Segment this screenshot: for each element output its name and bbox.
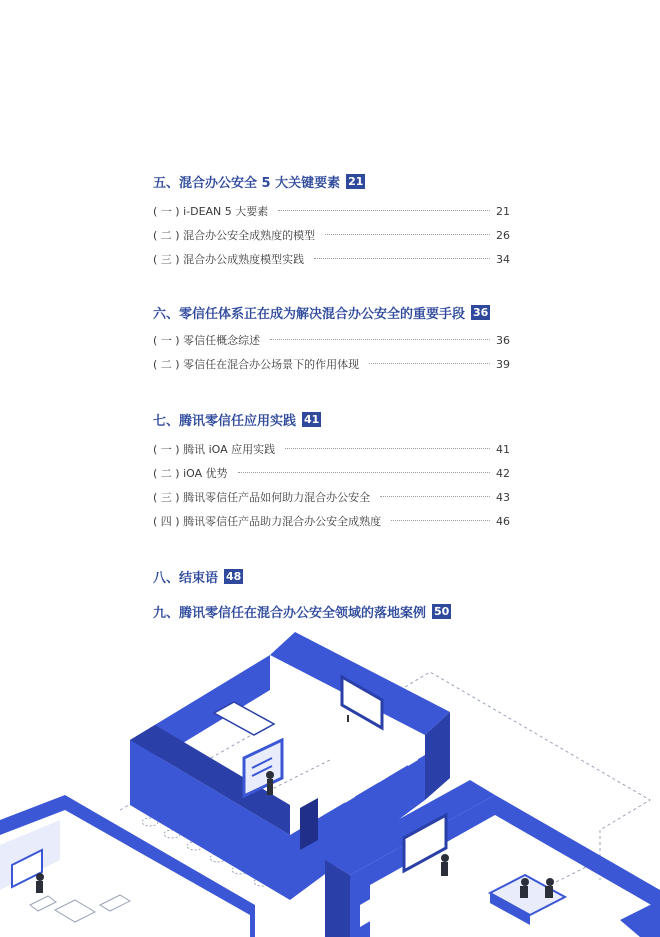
- entry-label: ( 四 ) 腾讯零信任产品助力混合办公安全成熟度: [153, 515, 382, 528]
- section-title-text: 九、腾讯零信任在混合办公安全领域的落地案例: [153, 606, 427, 621]
- section-title-text: 五、混合办公安全 5 大关键要素: [153, 176, 341, 191]
- dot-leader: [278, 210, 490, 211]
- dot-leader: [369, 363, 490, 364]
- entry-label: ( 二 ) iOA 优势: [153, 467, 228, 480]
- entry-page-number: 36: [496, 333, 510, 347]
- toc-entry[interactable]: [153, 489, 510, 505]
- entry-page-number: 41: [496, 442, 510, 456]
- dot-leader: [314, 258, 490, 259]
- isometric-office-illustration-icon: [0, 628, 660, 937]
- toc-entry[interactable]: [153, 227, 510, 243]
- toc-section-6[interactable]: [153, 303, 490, 322]
- entry-label: ( 一 ) 零信任概念综述: [153, 334, 261, 347]
- section-title-text: 八、结束语: [153, 571, 219, 586]
- entry-page-number: 43: [496, 490, 510, 504]
- toc-entry[interactable]: [153, 203, 510, 219]
- entry-page-number: 46: [496, 514, 510, 528]
- dot-leader: [325, 234, 490, 235]
- entry-label: ( 三 ) 腾讯零信任产品如何助力混合办公安全: [153, 491, 371, 504]
- toc-entry[interactable]: [153, 513, 510, 529]
- entry-label: ( 三 ) 混合办公成熟度模型实践: [153, 253, 305, 266]
- section-title-text: 七、腾讯零信任应用实践: [153, 414, 297, 429]
- entry-page-number: 39: [496, 357, 510, 371]
- toc-section-8[interactable]: [153, 567, 243, 586]
- page-badge: 41: [304, 413, 320, 426]
- toc-entry[interactable]: [153, 251, 510, 267]
- toc-section-9[interactable]: [153, 602, 451, 621]
- toc-entry[interactable]: [153, 332, 510, 348]
- entry-label: ( 二 ) 零信任在混合办公场景下的作用体现: [153, 358, 360, 371]
- entry-label: ( 一 ) i-DEAN 5 大要素: [153, 205, 269, 218]
- toc-section-7[interactable]: [153, 410, 321, 429]
- dot-leader: [270, 339, 490, 340]
- entry-page-number: 42: [496, 466, 510, 480]
- dot-leader: [238, 472, 490, 473]
- section-title-text: 六、零信任体系正在成为解决混合办公安全的重要手段: [153, 307, 466, 322]
- page-badge: 21: [348, 175, 364, 188]
- entry-page-number: 21: [496, 204, 510, 218]
- dot-leader: [285, 448, 490, 449]
- page-badge: 50: [434, 605, 450, 618]
- entry-label: ( 一 ) 腾讯 iOA 应用实践: [153, 443, 276, 456]
- dot-leader: [380, 496, 490, 497]
- toc-entry[interactable]: [153, 441, 510, 457]
- page-badge: 36: [473, 306, 489, 319]
- page-badge: 48: [226, 570, 242, 583]
- dot-leader: [391, 520, 490, 521]
- entry-page-number: 34: [496, 252, 510, 266]
- toc-entry[interactable]: [153, 465, 510, 481]
- entry-label: ( 二 ) 混合办公安全成熟度的模型: [153, 229, 316, 242]
- toc-entry[interactable]: [153, 356, 510, 372]
- toc-section-5[interactable]: [153, 172, 365, 191]
- entry-page-number: 26: [496, 228, 510, 242]
